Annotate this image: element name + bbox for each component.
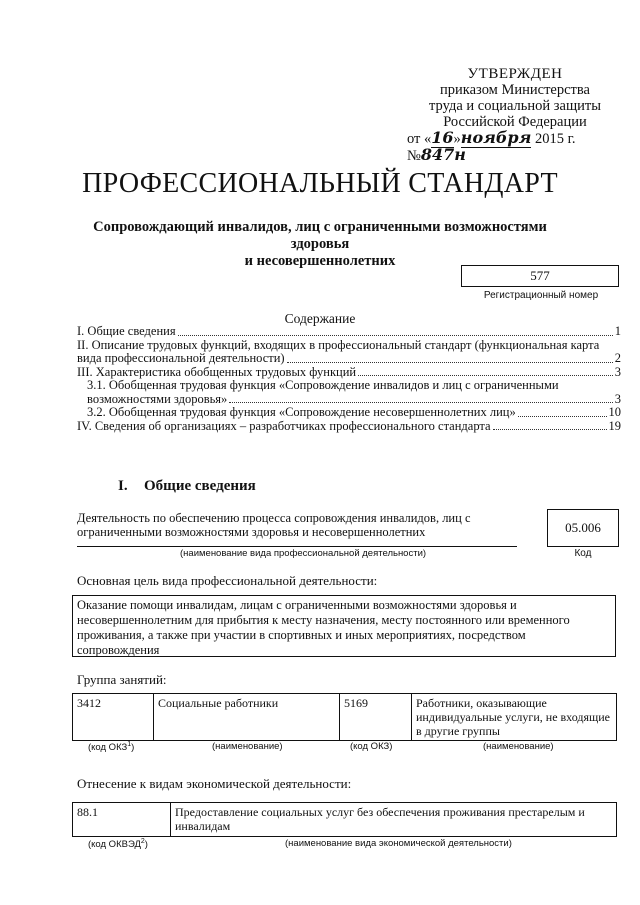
date-prefix: от « xyxy=(407,131,432,147)
group-name-line: Работники, оказывающие xyxy=(416,696,547,710)
document-title: ПРОФЕССИОНАЛЬНЫЙ СТАНДАРТ xyxy=(82,168,558,199)
toc-leader xyxy=(518,416,607,417)
approval-line: Российской Федерации xyxy=(443,114,587,130)
econ-code-cell: 88.1 xyxy=(73,803,171,836)
approval-line: труда и социальной защиты xyxy=(429,98,601,114)
subtitle-line: Сопровождающий инвалидов, лиц с ограниченными возможностями здоровья xyxy=(93,219,547,252)
group-name-cell xyxy=(412,694,616,740)
toc-item[interactable] xyxy=(77,406,621,420)
toc-item-text: IV. Сведения об организациях – разработчиках профессионального стандарта xyxy=(77,418,491,433)
econ-name-cell xyxy=(171,803,616,836)
group-caption-name: (наименование) xyxy=(483,741,554,752)
group-caption-code: (код ОКЗ) xyxy=(350,741,393,752)
group-name-line: индивидуальные услуги, не входящие xyxy=(416,710,610,724)
date-year: 2015 г. № xyxy=(407,131,576,164)
handwritten-day: 16 xyxy=(431,128,454,147)
group-name-line: в другие группы xyxy=(416,724,500,738)
toc-item-text: II. Описание трудовых функций, входящих в профессиональный стандарт (функциональная карта xyxy=(77,337,600,352)
activity-underline xyxy=(77,546,517,547)
toc-page: 19 xyxy=(608,418,621,433)
econ-table xyxy=(72,802,617,837)
date-mid: » xyxy=(453,131,461,147)
group-code-cell: 5169 xyxy=(340,694,412,740)
toc-item-text: I. Общие сведения xyxy=(77,324,176,338)
toc-item-text: 3.2. Обобщенная трудовая функция «Сопровождение несовершеннолетних лиц» xyxy=(87,405,516,419)
group-table xyxy=(72,693,617,741)
toc-leader xyxy=(358,375,613,376)
caption-text: ) xyxy=(144,839,148,851)
registration-number-label: Регистрационный номер xyxy=(483,290,599,301)
activity-code-caption: Код xyxy=(574,548,592,559)
toc-item[interactable] xyxy=(77,379,621,406)
document-subtitle xyxy=(70,219,570,270)
caption-text: (код ОКВЭД xyxy=(88,839,141,851)
caption-text: ) xyxy=(131,742,135,754)
section-number: I. xyxy=(118,478,128,494)
toc-item-text: возможностями здоровья» xyxy=(87,391,228,406)
toc-leader xyxy=(178,335,613,336)
toc-item[interactable] xyxy=(77,366,621,380)
goal-label: Основная цель вида профессиональной деятельности: xyxy=(77,573,378,588)
goal-box xyxy=(72,595,616,657)
approval-line: приказом Министерства xyxy=(440,82,590,98)
econ-label: Отнесение к видам экономической деятельности: xyxy=(77,776,352,791)
econ-caption-name: (наименование вида экономической деятельности) xyxy=(285,838,512,849)
goal-line: Оказание помощи инвалидам, лицам с ограниченными возможностями здоровья и xyxy=(77,598,517,612)
toc-item[interactable] xyxy=(77,339,621,366)
toc-item-text: 3.1. Обобщенная трудовая функция «Сопровождение инвалидов и лиц с ограниченными xyxy=(87,378,559,392)
toc-page: 3 xyxy=(614,391,621,406)
handwritten-month: ноября xyxy=(460,128,532,147)
subtitle-line: и несовершеннолетних xyxy=(244,253,396,269)
approval-date xyxy=(395,130,635,164)
group-code-cell: 3412 xyxy=(73,694,154,740)
group-caption-code xyxy=(88,741,134,753)
econ-name-line: Предоставление социальных услуг без обеспечения проживания престарелым и xyxy=(175,805,585,819)
caption-text: (код ОКЗ xyxy=(88,742,128,754)
toc-leader xyxy=(287,362,613,363)
group-name-cell: Социальные работники xyxy=(154,694,340,740)
toc-page: 1 xyxy=(614,324,621,338)
econ-name-line: инвалидам xyxy=(175,819,231,833)
toc-title: Содержание xyxy=(284,311,356,326)
approval-block xyxy=(395,66,635,164)
footnote-marker: 1 xyxy=(127,741,132,748)
approval-title: УТВЕРЖДЕН xyxy=(467,66,563,82)
section-heading xyxy=(118,478,256,495)
toc-item[interactable] xyxy=(77,325,621,339)
activity-name xyxy=(77,511,532,539)
section-title: Общие сведения xyxy=(144,478,256,494)
toc-page: 10 xyxy=(608,405,621,419)
toc-leader xyxy=(493,429,607,430)
activity-code-box: 05.006 xyxy=(547,509,619,547)
footnote-marker: 2 xyxy=(140,838,145,845)
toc-page: 2 xyxy=(614,351,621,365)
toc-item-text: вида профессиональной деятельности) xyxy=(77,351,285,365)
table-of-contents xyxy=(77,325,621,433)
econ-caption-code xyxy=(88,838,148,850)
group-caption-name: (наименование) xyxy=(212,741,283,752)
toc-page: 3 xyxy=(614,364,621,379)
goal-line: сопровождения xyxy=(77,643,160,657)
activity-line: Деятельность по обеспечению процесса сопровождения инвалидов, лиц с xyxy=(77,511,471,525)
registration-number-box: 577 xyxy=(461,265,619,287)
toc-item[interactable] xyxy=(77,420,621,434)
goal-line: несовершеннолетним для прибытия к месту назначения, месту постоянного или временного xyxy=(77,613,570,627)
group-label: Группа занятий: xyxy=(77,672,167,687)
activity-line: ограниченными возможностями здоровья и несовершеннолетних xyxy=(77,525,426,539)
goal-line: проживания, а также при участии в спортивных и иных мероприятиях, посредством xyxy=(77,628,526,642)
handwritten-order-number: 847н xyxy=(420,145,466,164)
activity-caption: (наименование вида профессиональной деятельности) xyxy=(180,548,427,559)
toc-item-text: III. Характеристика обобщенных трудовых функций xyxy=(77,364,357,379)
toc-leader xyxy=(229,402,612,403)
